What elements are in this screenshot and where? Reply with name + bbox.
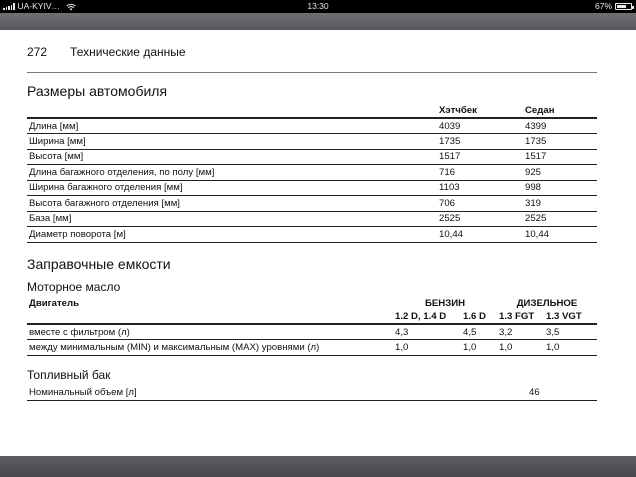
table-row [27,134,597,150]
hatchback-value: 4039 [437,118,523,134]
table-row [27,385,597,400]
row-label: между минимальным (MIN) и максимальным (MAX) уровнями (л) [27,340,393,356]
battery-icon [615,3,632,10]
dimensions-table [27,104,597,243]
sedan-value: 1517 [523,149,597,165]
row-label: Ширина багажного отделения [мм] [27,180,437,196]
table-row [27,227,597,243]
section-title-capacities: Заправочные емкости [27,256,171,272]
hatchback-value: 1735 [437,134,523,150]
engine-header: 1.6 D [461,310,497,324]
fuel-value: 46 [527,385,597,400]
row-label: вместе с фильтром (л) [27,324,393,340]
diesel-group-header: ДИЗЕЛЬНОЕ [516,297,578,309]
row-label: Длина [мм] [27,118,437,134]
hatchback-value: 1517 [437,149,523,165]
page-number: 272 [27,45,48,59]
row-label: Высота [мм] [27,149,437,165]
header-rule [27,72,597,73]
sedan-value: 998 [523,180,597,196]
table-row [27,118,597,134]
oil-value: 1,0 [544,340,597,356]
hatchback-value: 10,44 [437,227,523,243]
column-header-hatchback: Хэтчбек [437,104,523,118]
sedan-value: 2525 [523,211,597,227]
oil-value: 3,2 [497,324,544,340]
oil-value: 4,3 [393,324,461,340]
sedan-value: 10,44 [523,227,597,243]
sedan-value: 925 [523,165,597,181]
hatchback-value: 706 [437,196,523,212]
table-row [27,340,597,356]
oil-value: 1,0 [497,340,544,356]
engine-column-header: Двигатель [29,297,79,309]
subsection-title-fuel: Топливный бак [27,368,111,382]
hatchback-value: 2525 [437,211,523,227]
sedan-value: 4399 [523,118,597,134]
carrier-name: UA-KYIV… [17,1,61,11]
row-label: Высота багажного отделения [мм] [27,196,437,212]
column-header-sedan: Седан [523,104,597,118]
hatchback-value: 1103 [437,180,523,196]
engine-header: 1.3 VGT [544,310,597,324]
table-row [27,324,597,340]
sedan-value: 1735 [523,134,597,150]
table-row [27,196,597,212]
engine-header: 1.2 D, 1.4 D [393,310,461,324]
clock: 13:30 [307,1,329,11]
table-row [27,165,597,181]
table-row [27,180,597,196]
reader-top-toolbar[interactable] [0,13,636,30]
fuel-tank-table [27,385,597,401]
document-page[interactable] [0,30,636,456]
subsection-title-oil: Моторное масло [27,280,121,294]
engine-header: 1.3 FGT [497,310,544,324]
row-label: Диаметр поворота [м] [27,227,437,243]
sedan-value: 319 [523,196,597,212]
oil-value: 1,0 [393,340,461,356]
table-row [27,149,597,165]
section-title-dimensions: Размеры автомобиля [27,83,168,99]
status-bar [0,0,636,13]
row-label: База [мм] [27,211,437,227]
running-title: Технические данные [70,45,186,59]
row-label: Ширина [мм] [27,134,437,150]
petrol-group-header: БЕНЗИН [424,297,466,309]
row-label: Длина багажного отделения, по полу [мм] [27,165,437,181]
oil-value: 3,5 [544,324,597,340]
engine-oil-table [27,296,597,356]
oil-value: 4,5 [461,324,497,340]
row-label: Номинальный объем [л] [27,385,527,400]
reader-bottom-toolbar[interactable] [0,456,636,477]
battery-percent: 67% [594,1,612,11]
running-head [27,45,186,59]
oil-value: 1,0 [461,340,497,356]
table-row [27,211,597,227]
hatchback-value: 716 [437,165,523,181]
